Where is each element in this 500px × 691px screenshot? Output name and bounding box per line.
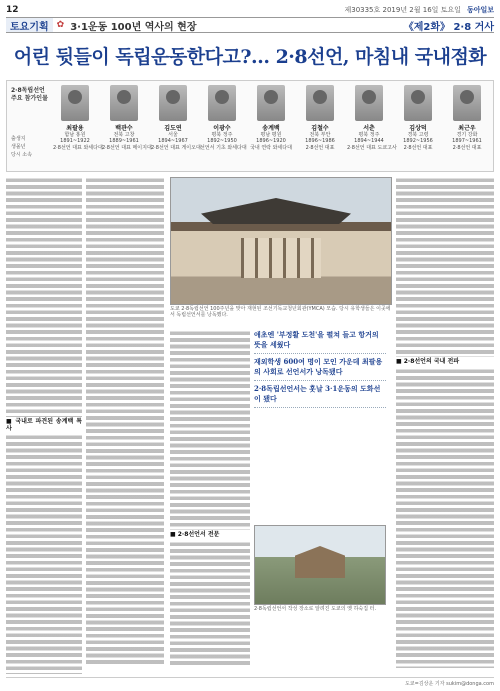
portrait-photo [306,85,334,121]
person-name: 김철수 [311,125,329,132]
body-text-lines [396,177,494,357]
main-photo [170,177,392,305]
person-card [200,85,247,171]
person-name: 서춘 [363,125,375,132]
pull-quote: 재외학생 600여 명이 모인 가운데 최팔용의 사회로 선언서가 낭독됐다 [254,357,386,381]
person-card [347,85,397,171]
person-years: 1896~1986 [305,138,335,145]
person-place: 서울 [168,132,178,138]
person-card [249,85,293,171]
people-box [6,80,494,172]
person-years: 1889~1961 [109,138,139,145]
person-place: 평북 정주 [358,132,380,138]
subhead: ■ 2·8선언서 전문 [170,532,250,539]
pull-quote: 2·8독립선언서는 훗날 3·1운동의 도화선이 됐다 [254,384,386,408]
secondary-photo-caption: 2·8독립선언서 작성 장소로 알려진 도쿄의 옛 하숙집 터. [254,606,377,612]
series-part: 《제2화》 2·8 거사 [403,21,494,33]
person-affiliation: 2·8선언 대표 게이오대 [151,144,201,151]
article-column [86,177,164,667]
series-bar [6,17,494,33]
person-years: 1892~1950 [207,138,237,145]
main-photo-caption: 도쿄 2·8독립선언 100주년을 맞아 재현된 조선기독교청년회관(YMCA) 모습. 당시 유학생들은 이곳에서 독립선언서를 낭독했다. [170,306,391,318]
person-place: 함남 홍원 [64,132,86,138]
series-kicker: 토요기획 [6,18,53,32]
portrait-photo [208,85,236,121]
masthead [6,4,494,16]
row-label: 출생지 [11,136,26,142]
person-place: 전북 부안 [309,132,331,138]
body-text-lines [6,177,82,417]
person-name: 이광수 [213,125,231,132]
person-affiliation: 2·8선언 대표 [305,144,335,151]
person-name: 최근우 [458,125,476,132]
portrait-photo [355,85,383,121]
person-years: 1897~1961 [452,138,482,145]
secondary-photo [254,525,386,605]
person-card [53,85,103,171]
series-title: 3·1운동 100년 역사의 현장 [70,21,197,33]
row-label: 생몰년 [11,144,26,150]
person-affiliation: 2·8선언 대표 메이지대 [102,144,152,151]
person-years: 1891~1922 [60,138,90,145]
subhead: ■ 국내로 파견된 송계백 특사 [6,418,82,432]
body-text-lines [396,368,494,668]
person-affiliation: 2·8선언 대표 도쿄고사 [347,144,397,151]
headline: 어린 뒷들이 독립운동한다고?… 2·8선언, 마침내 국내점화 [13,46,487,68]
person-affiliation: 2·8선언 대표 [452,144,482,151]
people-box-caption: 2·8독립선언 주요 참가인물 [11,87,48,102]
person-name: 송계백 [262,125,280,132]
person-years: 1894~1944 [354,138,384,145]
subhead: ■ 2·8선언의 국내 전파 [396,359,494,366]
portrait-photo [404,85,432,121]
article-column [396,177,494,667]
person-affiliation: 2·8선언 대표 와세다대 [53,144,103,151]
portrait-photo [453,85,481,121]
person-place: 경북 고령 [407,132,429,138]
portrait-photo [61,85,89,121]
body-text-lines [170,330,250,530]
person-name: 최팔용 [66,125,84,132]
body-text-lines [6,434,82,674]
person-years: 1894~1967 [158,138,188,145]
article-column [6,177,82,667]
person-card [102,85,152,171]
page-number: 12 [6,5,19,15]
person-place: 경기 강화 [456,132,478,138]
person-card [445,85,489,171]
body-text-lines [170,541,250,666]
person-affiliation: 국내 연락 와세다대 [250,144,292,151]
person-card [151,85,201,171]
person-name: 김도연 [164,125,182,132]
paper-name[interactable]: 동아일보 [466,5,494,14]
row-label: 당시 소속 [11,152,32,158]
person-card [396,85,440,171]
pull-quote: 애초엔 '부정활 도천'을 펼쳐 들고 항거의 뜻을 세웠다 [254,330,386,354]
person-affiliation: 2·8선언 대표 [403,144,433,151]
person-place: 평남 평원 [260,132,282,138]
pull-quotes [254,330,386,500]
person-years: 1892~1956 [403,138,433,145]
person-card [298,85,342,171]
article-column [170,330,250,667]
person-name: 백관수 [115,125,133,132]
person-place: 전북 고창 [113,132,135,138]
person-place: 평북 정주 [211,132,233,138]
portrait-photo [257,85,285,121]
person-years: 1896~1920 [256,138,286,145]
issue-info: 제30335호 2019년 2월 16일 토요일 [344,6,461,14]
body-text-lines [86,177,164,667]
person-name: 김상덕 [409,125,427,132]
byline: 도쿄=김상운 기자 sukim@donga.com [6,677,494,687]
portrait-photo [110,85,138,121]
portrait-photo [159,85,187,121]
person-affiliation: 선언서 기초 와세다대 [200,144,247,151]
flower-icon: ✿ [56,20,65,30]
